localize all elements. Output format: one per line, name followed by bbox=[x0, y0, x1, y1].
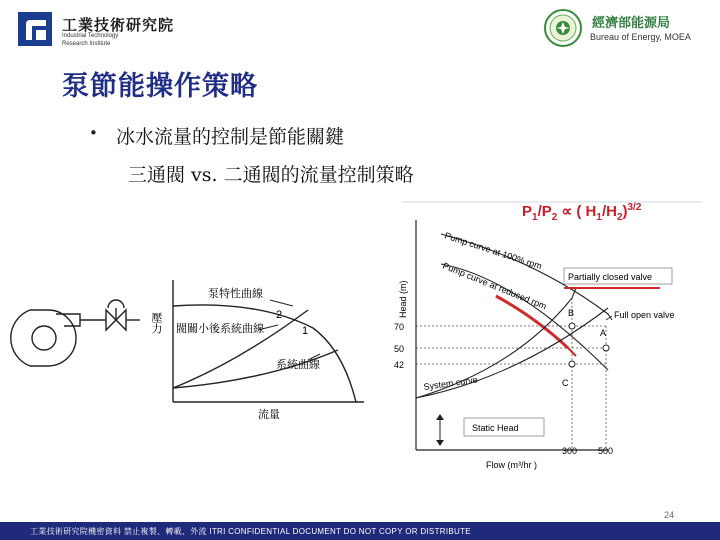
x-tick-300: 300 bbox=[562, 446, 578, 456]
point-b-marker bbox=[569, 323, 575, 329]
moea-seal-icon bbox=[543, 8, 583, 48]
system-curve-label: System curve bbox=[422, 374, 479, 392]
pump-curve-reduced-label: Pump curve at reduced rpm bbox=[441, 260, 548, 312]
bullet-icon: • bbox=[89, 124, 98, 142]
partially-closed-label: Partially closed valve bbox=[568, 272, 653, 282]
full-open-label: Full open valve bbox=[614, 310, 675, 320]
y-tick-50: 50 bbox=[394, 344, 405, 354]
pump-curve-100-label: Pump curve at 100% rpm bbox=[443, 230, 544, 272]
flow-label: 流量 bbox=[258, 409, 280, 421]
slide-title: 泵節能操作策略 bbox=[62, 71, 258, 102]
itri-english-line-1: Industrial Technology bbox=[62, 33, 119, 39]
y-tick-70: 70 bbox=[394, 322, 405, 332]
x-tick-500: 500 bbox=[598, 446, 614, 456]
point-c-marker bbox=[569, 361, 575, 367]
point-c-label: C bbox=[562, 378, 569, 388]
page-number: 24 bbox=[664, 510, 675, 520]
valve-curve-label: 閥關小後系統曲線 bbox=[176, 323, 264, 335]
valve-icon bbox=[106, 300, 126, 330]
itri-name: 工業技術研究院 bbox=[62, 16, 175, 34]
x-axis-label: Flow (m³/hr ) bbox=[486, 460, 537, 470]
itri-logo-icon bbox=[18, 12, 52, 46]
bullet-text-1: 冰水流量的控制是節能關鍵 bbox=[116, 126, 345, 148]
bullet-text-2: 三通閥 vs. 二通閥的流量控制策略 bbox=[128, 164, 414, 186]
y-axis-label: Head (m) bbox=[398, 280, 408, 318]
point-2-label: 2 bbox=[276, 309, 283, 321]
pressure-label: 壓力 bbox=[150, 312, 162, 334]
system-curve-label: 系統曲線 bbox=[276, 359, 320, 371]
moea-english-name: Bureau of Energy, MOEA bbox=[590, 32, 691, 42]
point-a-marker bbox=[603, 345, 609, 351]
affinity-formula: $P_1/P_2$ ∝ ( $H_1/H_2)^{3/2}$ bbox=[522, 202, 642, 223]
pump-curve-chart bbox=[396, 198, 702, 480]
pump-icon bbox=[11, 310, 80, 366]
point-b-label: B bbox=[568, 308, 575, 318]
point-1-label: 1 bbox=[302, 325, 309, 337]
itri-english-line-2: Research Institute bbox=[62, 41, 111, 47]
confidential-notice: 工業技術研究院機密資料 禁止複製、轉載、外流 ITRI CONFIDENTIAL DOCUMENT DO NOT COPY OR DISTRIBUTE bbox=[30, 527, 471, 536]
static-head-label: Static Head bbox=[472, 423, 519, 433]
point-a-label: A bbox=[600, 328, 607, 338]
pump-valve-diagram bbox=[8, 270, 380, 430]
moea-name: 經濟部能源局 bbox=[592, 16, 671, 31]
y-tick-42: 42 bbox=[394, 360, 405, 370]
pump-curve-label: 泵特性曲線 bbox=[208, 288, 263, 300]
